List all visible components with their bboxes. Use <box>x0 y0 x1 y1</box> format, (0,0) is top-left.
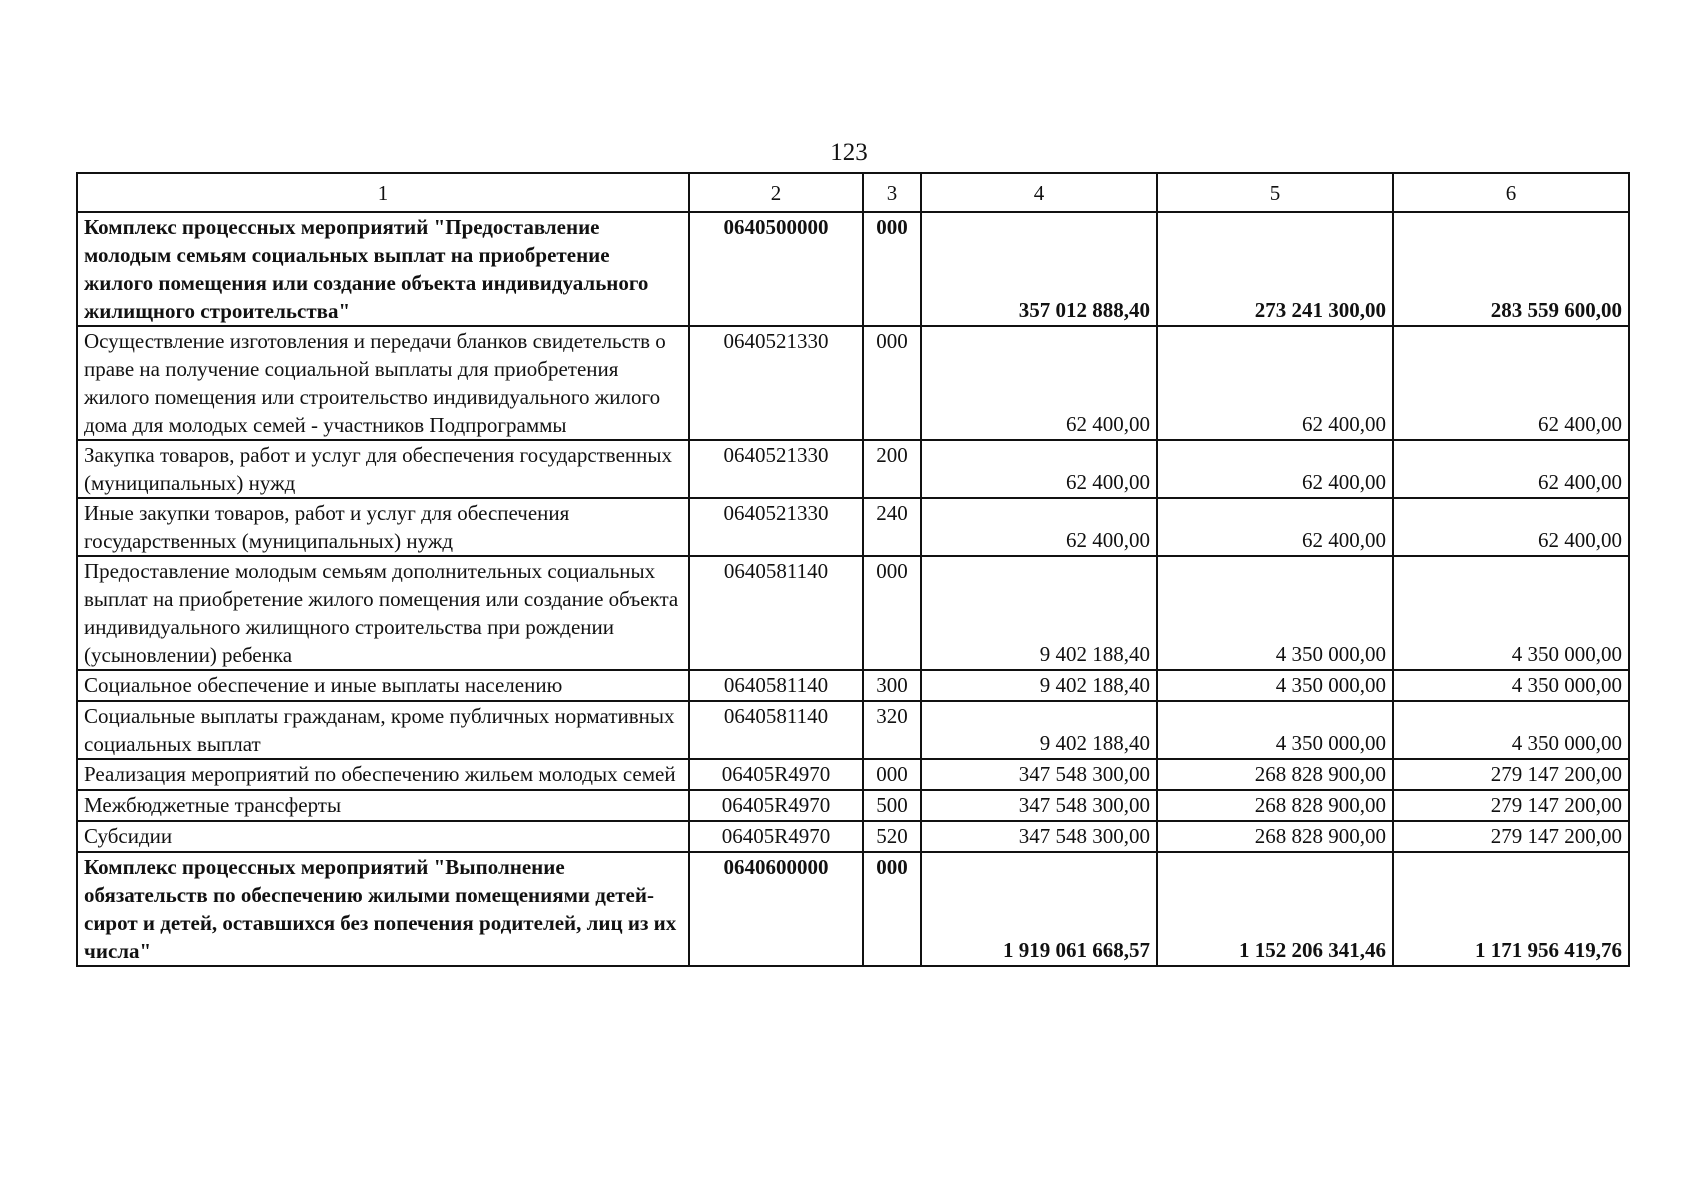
row-expense-type-cell: 000 <box>863 326 921 440</box>
row-csr-code-cell: 0640521330 <box>689 440 863 498</box>
row-amount-col6-cell: 4 350 000,00 <box>1393 701 1629 759</box>
row-name-cell: Комплекс процессных мероприятий "Предоставление молодым семьям социальных выплат на приобретение жилого помещения или создание объекта индивидуального жилищного строительства" <box>77 212 689 326</box>
table-row <box>77 498 1629 556</box>
row-name-cell: Предоставление молодым семьям дополнительных социальных выплат на приобретение жилого помещения или создание объекта индивидуального жилищного строительства при рождении (усыновлении) ребенка <box>77 556 689 670</box>
row-amount-col6-cell: 4 350 000,00 <box>1393 556 1629 670</box>
row-amount-col5-cell: 268 828 900,00 <box>1157 759 1393 790</box>
row-name-cell: Закупка товаров, работ и услуг для обеспечения государственных (муниципальных) нужд <box>77 440 689 498</box>
row-expense-type-cell: 000 <box>863 759 921 790</box>
row-amount-col6-cell: 279 147 200,00 <box>1393 790 1629 821</box>
row-name-cell: Социальные выплаты гражданам, кроме публичных нормативных социальных выплат <box>77 701 689 759</box>
row-amount-col5-cell: 4 350 000,00 <box>1157 701 1393 759</box>
column-header: 2 <box>689 173 863 212</box>
row-amount-col6-cell: 1 171 956 419,76 <box>1393 852 1629 966</box>
row-amount-col5-cell: 273 241 300,00 <box>1157 212 1393 326</box>
column-header: 6 <box>1393 173 1629 212</box>
row-amount-col5-cell: 62 400,00 <box>1157 440 1393 498</box>
row-csr-code-cell: 0640581140 <box>689 670 863 701</box>
table-row <box>77 790 1629 821</box>
row-amount-col4-cell: 347 548 300,00 <box>921 759 1157 790</box>
row-amount-col4-cell: 9 402 188,40 <box>921 670 1157 701</box>
row-csr-code-cell: 0640521330 <box>689 326 863 440</box>
row-expense-type-cell: 200 <box>863 440 921 498</box>
row-amount-col6-cell: 62 400,00 <box>1393 440 1629 498</box>
row-name-cell: Иные закупки товаров, работ и услуг для обеспечения государственных (муниципальных) нужд <box>77 498 689 556</box>
column-header: 5 <box>1157 173 1393 212</box>
row-amount-col5-cell: 62 400,00 <box>1157 498 1393 556</box>
row-amount-col4-cell: 357 012 888,40 <box>921 212 1157 326</box>
row-csr-code-cell: 0640521330 <box>689 498 863 556</box>
table-row <box>77 852 1629 966</box>
row-name-cell: Осуществление изготовления и передачи бланков свидетельств о праве на получение социальной выплаты для приобретения жилого помещения или строительство индивидуального жилого дома для молодых семей - участников Подпрограммы <box>77 326 689 440</box>
row-csr-code-cell: 0640581140 <box>689 701 863 759</box>
row-amount-col5-cell: 4 350 000,00 <box>1157 556 1393 670</box>
table-row <box>77 821 1629 852</box>
row-csr-code-cell: 0640500000 <box>689 212 863 326</box>
row-csr-code-cell: 0640581140 <box>689 556 863 670</box>
row-amount-col4-cell: 62 400,00 <box>921 326 1157 440</box>
row-expense-type-cell: 500 <box>863 790 921 821</box>
column-header: 4 <box>921 173 1157 212</box>
row-expense-type-cell: 520 <box>863 821 921 852</box>
page-number: 123 <box>830 139 868 166</box>
row-amount-col6-cell: 279 147 200,00 <box>1393 759 1629 790</box>
row-amount-col4-cell: 62 400,00 <box>921 498 1157 556</box>
row-csr-code-cell: 0640600000 <box>689 852 863 966</box>
row-name-cell: Социальное обеспечение и иные выплаты населению <box>77 670 689 701</box>
table-body <box>77 212 1629 966</box>
row-amount-col6-cell: 279 147 200,00 <box>1393 821 1629 852</box>
table-row <box>77 556 1629 670</box>
row-name-cell: Комплекс процессных мероприятий "Выполнение обязательств по обеспечению жилыми помещениями детей-сирот и детей, оставшихся без попечения родителей, лиц из их числа" <box>77 852 689 966</box>
row-csr-code-cell: 06405R4970 <box>689 759 863 790</box>
row-amount-col6-cell: 4 350 000,00 <box>1393 670 1629 701</box>
column-header: 3 <box>863 173 921 212</box>
row-amount-col4-cell: 62 400,00 <box>921 440 1157 498</box>
row-expense-type-cell: 000 <box>863 556 921 670</box>
row-amount-col4-cell: 9 402 188,40 <box>921 556 1157 670</box>
row-expense-type-cell: 000 <box>863 852 921 966</box>
row-expense-type-cell: 300 <box>863 670 921 701</box>
table-row <box>77 440 1629 498</box>
row-expense-type-cell: 240 <box>863 498 921 556</box>
row-amount-col5-cell: 62 400,00 <box>1157 326 1393 440</box>
row-amount-col5-cell: 4 350 000,00 <box>1157 670 1393 701</box>
row-name-cell: Реализация мероприятий по обеспечению жильем молодых семей <box>77 759 689 790</box>
row-amount-col5-cell: 268 828 900,00 <box>1157 790 1393 821</box>
row-csr-code-cell: 06405R4970 <box>689 821 863 852</box>
table-row <box>77 701 1629 759</box>
row-expense-type-cell: 320 <box>863 701 921 759</box>
row-amount-col6-cell: 283 559 600,00 <box>1393 212 1629 326</box>
table-row <box>77 759 1629 790</box>
row-amount-col4-cell: 347 548 300,00 <box>921 821 1157 852</box>
table-row <box>77 670 1629 701</box>
row-name-cell: Субсидии <box>77 821 689 852</box>
row-amount-col6-cell: 62 400,00 <box>1393 326 1629 440</box>
row-amount-col4-cell: 1 919 061 668,57 <box>921 852 1157 966</box>
table-row <box>77 212 1629 326</box>
row-amount-col4-cell: 347 548 300,00 <box>921 790 1157 821</box>
column-header: 1 <box>77 173 689 212</box>
row-amount-col5-cell: 1 152 206 341,46 <box>1157 852 1393 966</box>
row-amount-col5-cell: 268 828 900,00 <box>1157 821 1393 852</box>
row-csr-code-cell: 06405R4970 <box>689 790 863 821</box>
row-amount-col6-cell: 62 400,00 <box>1393 498 1629 556</box>
budget-table <box>76 172 1630 967</box>
table-row <box>77 326 1629 440</box>
row-amount-col4-cell: 9 402 188,40 <box>921 701 1157 759</box>
row-expense-type-cell: 000 <box>863 212 921 326</box>
row-name-cell: Межбюджетные трансферты <box>77 790 689 821</box>
table-header-row <box>77 173 1629 212</box>
